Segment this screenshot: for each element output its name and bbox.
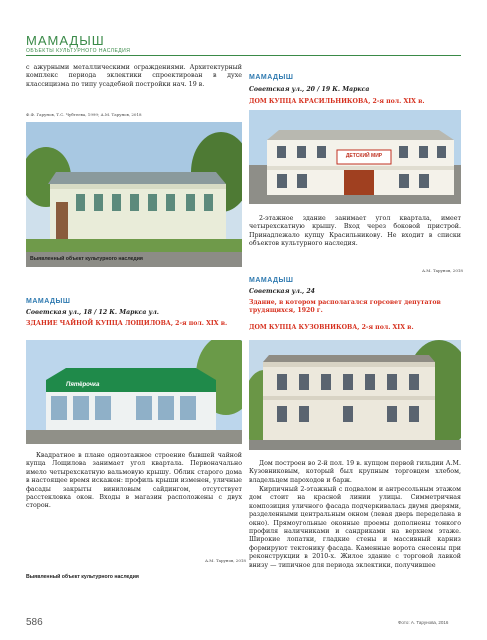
left-top-caption: Выявленный объект культурного наследия — [30, 256, 143, 262]
right-bottom-text-2: Кирпичный 2-этажный с подвалом и антресольным этажом дом стоит на красной линии улицы. Симметричная композиция уличного фасада подчеркивалась двумя дверями, разделенными центральным окном (левая дверь переделана в окно). Прямоугольные оконные проемы дополнены тонкого профиля наличниками и сандриками на верхнем этаже. Широкие лопатки, гладкие стены и массивный карниз формируют тектонику фасада. Каменные ворота снесены при реконструкции в 2010-х. Жилое здание с торговой лавкой внизу — типичное для периода эклектики, получившее — [249, 486, 461, 569]
left-top-text: с ажурными металлическими ограждениями. Архитектурный комплекс периода эклектики спроектирован в духе классицизма по типу усадебной постройки нач. 19 в. — [26, 64, 242, 88]
left-bottom-credit: А.М. Тарунов, 2018 — [205, 558, 246, 563]
right-bottom-text-1: Дом построен во 2-й пол. 19 в. купцом первой гильдии А.М. Кузовниковым, который был крупным торговцем хлебом, владельцем пароходов и барж. — [249, 460, 461, 484]
right-top-text: 2-этажное здание занимает угол квартала, имеет четырехскатную крышу. Вход через боковой пристрой. Принадлежало купцу Красильникову. Не входит в списки объектов культурного наследия. — [249, 215, 461, 248]
right-top-title: ДОМ КУПЦА КРАСИЛЬНИКОВА, 2-я пол. XIX в. — [249, 98, 425, 105]
right-top-address: Советская ул., 20 / 19 К. Маркса — [249, 86, 370, 93]
photo-building-3 — [249, 340, 461, 450]
right-top-credit: А.М. Тарунов, 2018 — [422, 268, 463, 273]
photo-building-4 — [26, 340, 242, 444]
page-header-subtitle: ОБЪЕКТЫ КУЛЬТУРНОГО НАСЛЕДИЯ — [26, 48, 131, 54]
right-mid-address: Советская ул., 24 — [249, 288, 315, 295]
page-number: 586 — [26, 617, 43, 628]
left-bottom-caption: Выявленный объект культурного наследия — [26, 574, 139, 580]
right-mid-subtitle: Здание, в котором располагался горсовет депутатов трудящихся, 1920 г. — [249, 299, 441, 314]
right-mid-section-name: МАМАДЫШ — [249, 277, 294, 284]
photo-building-2 — [249, 110, 461, 204]
photo-building-1 — [26, 122, 242, 267]
page-header-title: МАМАДЫШ — [26, 33, 105, 48]
shop-sign-pyaterochka: Пятёрочка — [66, 382, 100, 388]
left-mid-title: ЗДАНИЕ ЧАЙНОЙ КУПЦА ЛОЩИЛОВА, 2-я пол. XIX в. — [26, 320, 228, 327]
left-mid-address: Советская ул., 18 / 12 К. Маркса ул. — [26, 309, 159, 316]
header-divider — [26, 55, 461, 56]
right-mid-title: ДОМ КУПЦА КУЗОВНИКОВА, 2-я пол. XIX в. — [249, 324, 414, 331]
left-bottom-text: Квадратное в плане одноэтажное строение бывшей чайной купца Лощилова занимает угол квартала. Первоначально имело четырехскатную вальмовую крышу. Облик старого дома в настоящее время искажен: профиль крыши изменен, уличные фасады закрыты виниловым сайдингом, отсутствует расстекловка окон. Входы в магазин расположены с двух сторон. — [26, 452, 242, 510]
right-top-section-name: МАМАДЫШ — [249, 74, 294, 81]
shop-sign-detsky-mir: ДЕТСКИЙ МИР — [345, 153, 383, 159]
footer-photo-credit: Фото: А. Тарунова, 2016 — [398, 620, 449, 625]
left-mid-section-name: МАМАДЫШ — [26, 298, 71, 305]
left-top-credit: Ф.Ф. Гарунов, Т.С. Чубтеева, 1999; А.М. Тарунов, 2018 — [26, 112, 142, 117]
